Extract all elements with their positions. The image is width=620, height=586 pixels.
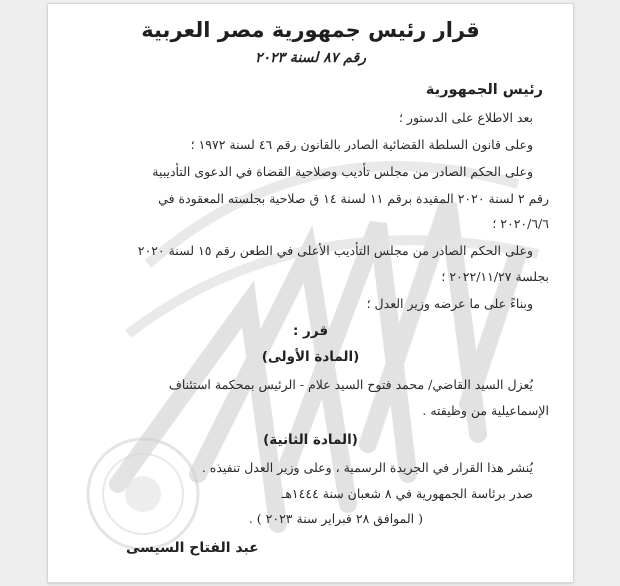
article-2-heading: (المادة الثانية) — [263, 432, 358, 448]
preamble-line: وعلى الحكم الصادر من مجلس التأديب الأعلى في الطعن رقم ١٥ لسنة ٢٠٢٠ — [137, 243, 533, 258]
preamble-line: وعلى قانون السلطة القضائية الصادر بالقانون رقم ٤٦ لسنة ١٩٧٢ ؛ — [190, 137, 533, 152]
article-1-line: الإسماعيلية من وظيفته . — [422, 403, 549, 418]
preamble-line: وبناءً على ما عرضه وزير العدل ؛ — [366, 296, 533, 311]
decree-title: قرار رئيس جمهورية مصر العربية — [141, 18, 480, 42]
signature: عبد الفتاح السيسى — [126, 540, 259, 556]
decision-label: قرر : — [292, 323, 329, 339]
article-2-line: يُنشر هذا القرار في الجريدة الرسمية ، وعلى وزير العدل تنفيذه . — [201, 460, 533, 475]
article-1-line: يُعزل السيد القاضي/ محمد فتوح السيد علام - الرئيس بمحكمة استئناف — [168, 377, 533, 392]
president-heading: رئيس الجمهورية — [425, 82, 543, 98]
preamble-line: بعد الاطلاع على الدستور ؛ — [398, 110, 533, 125]
article-1-heading: (المادة الأولى) — [261, 349, 360, 365]
issued-line: صدر برئاسة الجمهورية في ٨ شعبان سنة ١٤٤٤هـ — [281, 486, 533, 501]
document-page — [48, 4, 573, 582]
preamble-line: رقم ٢ لسنة ٢٠٢٠ المقيدة برقم ١١ لسنة ١٤ ق صلاحية بجلسته المعقودة في — [158, 191, 549, 206]
preamble-line: بجلسة ٢٠٢٢/١١/٢٧ ؛ — [441, 269, 549, 284]
gregorian-date: ( الموافق ٢٨ فبراير سنة ٢٠٢٣ ) . — [248, 511, 423, 526]
preamble-line: ٢٠٢٠/٦/٦ ؛ — [492, 216, 549, 231]
preamble-line: وعلى الحكم الصادر من مجلس تأديب وصلاحية القضاة في الدعوى التأديبية — [152, 164, 533, 179]
decree-content — [48, 4, 573, 582]
decree-number: رقم ٨٧ لسنة ٢٠٢٣ — [254, 50, 366, 66]
